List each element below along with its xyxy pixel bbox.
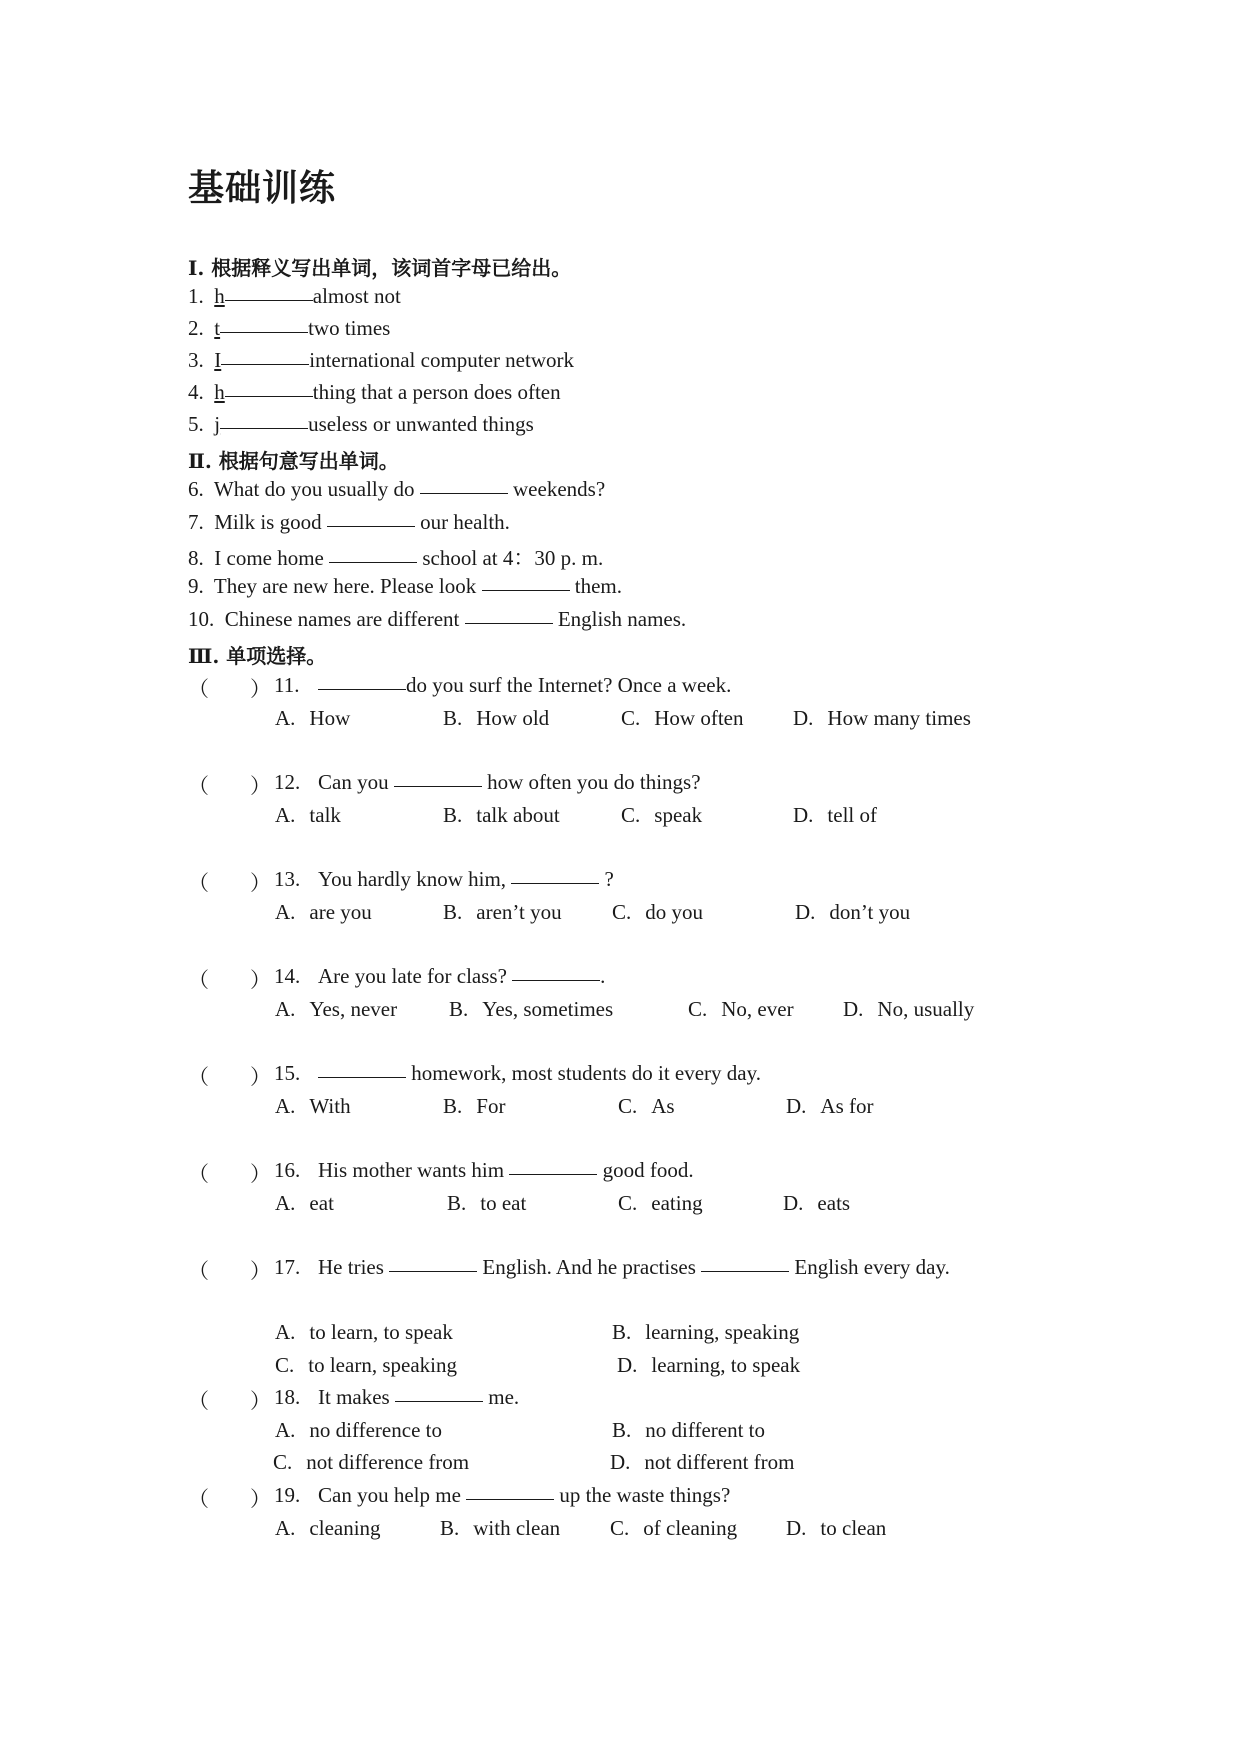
question-number: 15. (274, 1061, 301, 1085)
vocab-item (188, 348, 574, 373)
answer-blank[interactable] (225, 395, 313, 397)
option-c[interactable]: C. speak (621, 803, 703, 827)
item-number: 9. (188, 574, 204, 598)
option-c[interactable]: C. of cleaning (610, 1516, 738, 1540)
paren-left: （ (188, 774, 209, 798)
option-a[interactable]: A. to learn, to speak (275, 1320, 453, 1344)
item-number: 10. (188, 607, 215, 631)
sentence-after: school at 4：30 p. m. (422, 546, 604, 570)
vocab-item (188, 380, 561, 405)
option-a[interactable]: A. no difference to (275, 1418, 442, 1442)
vocab-item (188, 284, 401, 309)
definition: useless or unwanted things (308, 412, 534, 436)
question-text: homework, most students do it every day. (318, 1061, 761, 1086)
answer-blank[interactable] (221, 363, 309, 365)
question-text: Can you how often you do things? (318, 770, 701, 794)
paren-right: ） (250, 1389, 271, 1413)
item-number: 8. (188, 546, 204, 570)
option-c[interactable]: C. As (618, 1094, 675, 1118)
first-letter: t (214, 316, 221, 340)
paren-right: ） (250, 1065, 271, 1089)
answer-blank[interactable] (389, 1270, 477, 1272)
question-number: 13. (274, 867, 301, 891)
option-d[interactable]: D. don’t you (795, 900, 911, 924)
option-b[interactable]: B. Yes, sometimes (449, 997, 614, 1021)
option-a[interactable]: A. eat (275, 1191, 334, 1215)
paren-left: （ (188, 1487, 209, 1511)
definition: almost not (312, 284, 401, 308)
question-text: You hardly know him, ? (318, 867, 614, 891)
item-number: 2. (188, 316, 204, 340)
sentence-after: them. (574, 574, 623, 598)
option-d[interactable]: D. not different from (610, 1450, 795, 1474)
option-d[interactable]: D. learning, to speak (617, 1353, 801, 1377)
answer-blank[interactable] (509, 1173, 597, 1175)
first-letter: h (214, 284, 225, 308)
option-b[interactable]: B. learning, speaking (612, 1320, 800, 1344)
paren-right: ） (250, 871, 271, 895)
paren-right: ） (250, 1259, 271, 1283)
answer-blank[interactable] (327, 525, 415, 527)
item-number: 6. (188, 477, 204, 501)
option-c[interactable]: C. No, ever (688, 997, 794, 1021)
answer-blank[interactable] (318, 688, 406, 690)
answer-blank[interactable] (482, 589, 570, 591)
option-a[interactable]: A. cleaning (275, 1516, 381, 1540)
sentence-after: weekends? (513, 477, 606, 501)
option-a[interactable]: A. With (275, 1094, 351, 1118)
answer-blank[interactable] (420, 492, 508, 494)
section-3-heading: Ⅲ. 单项选择。 (188, 644, 327, 668)
paren-left: （ (188, 1259, 209, 1283)
question-text: Can you help me up the waste things? (318, 1483, 731, 1507)
option-d[interactable]: D. tell of (793, 803, 877, 827)
answer-blank[interactable] (466, 1498, 554, 1500)
option-a[interactable]: A. talk (275, 803, 341, 827)
option-a[interactable]: A. are you (275, 900, 372, 924)
option-c[interactable]: C. do you (612, 900, 704, 924)
paren-right: ） (250, 1487, 271, 1511)
option-b[interactable]: B. to eat (447, 1191, 527, 1215)
option-a[interactable]: A. Yes, never (275, 997, 398, 1021)
option-d[interactable]: D. How many times (793, 706, 971, 730)
sentence-before: I come home (214, 546, 324, 570)
answer-blank[interactable] (394, 785, 482, 787)
first-letter: j (214, 412, 221, 436)
sentence-after: our health. (420, 510, 510, 534)
sentence-item (188, 574, 622, 599)
option-d[interactable]: D. As for (786, 1094, 874, 1118)
paren-left: （ (188, 871, 209, 895)
option-d[interactable]: D. No, usually (843, 997, 975, 1021)
first-letter: h (214, 380, 225, 404)
paren-left: （ (188, 677, 209, 701)
definition: two times (308, 316, 391, 340)
answer-blank[interactable] (395, 1400, 483, 1402)
section-1-heading: Ⅰ. 根据释义写出单词，该词首字母已给出。 (188, 256, 572, 280)
sentence-item (188, 510, 510, 535)
paren-left: （ (188, 1065, 209, 1089)
item-number: 5. (188, 412, 204, 436)
option-d[interactable]: D. to clean (786, 1516, 887, 1540)
option-b[interactable]: B. with clean (440, 1516, 561, 1540)
question-text: Are you late for class? . (318, 964, 606, 988)
question-text: do you surf the Internet? Once a week. (318, 673, 731, 698)
question-number: 12. (274, 770, 301, 794)
vocab-item (188, 412, 534, 437)
answer-blank[interactable] (512, 979, 600, 981)
paren-left: （ (188, 968, 209, 992)
paren-right: ） (250, 774, 271, 798)
option-b[interactable]: B. talk about (443, 803, 560, 827)
item-number: 3. (188, 348, 204, 372)
option-c[interactable]: C. How often (621, 706, 744, 730)
paren-right: ） (250, 968, 271, 992)
definition: international computer network (309, 348, 574, 372)
definition: thing that a person does often (312, 380, 561, 404)
question-number: 19. (274, 1483, 301, 1507)
item-number: 1. (188, 284, 204, 308)
question-text: It makes me. (318, 1385, 520, 1409)
sentence-before: Milk is good (214, 510, 322, 534)
page-title: 基础训练 (188, 167, 337, 209)
option-c[interactable]: C. not difference from (273, 1450, 470, 1474)
item-number: 7. (188, 510, 204, 534)
sentence-after: English names. (557, 607, 687, 631)
answer-blank[interactable] (329, 561, 417, 563)
sentence-item (188, 607, 686, 632)
option-c[interactable]: C. to learn, speaking (275, 1353, 457, 1377)
question-number: 18. (274, 1385, 301, 1409)
option-b[interactable]: B. For (443, 1094, 506, 1118)
sentence-before: Chinese names are different (224, 607, 460, 631)
option-b[interactable]: B. aren’t you (443, 900, 562, 924)
answer-blank[interactable] (511, 882, 599, 884)
section-2-heading: Ⅱ. 根据句意写出单词。 (188, 449, 399, 473)
vocab-item (188, 316, 390, 341)
paren-right: ） (250, 1162, 271, 1186)
question-number: 17. (274, 1255, 301, 1279)
option-c[interactable]: C. eating (618, 1191, 703, 1215)
paren-right: ） (250, 677, 271, 701)
sentence-before: What do you usually do (213, 477, 415, 501)
first-letter: I (214, 348, 222, 372)
answer-blank[interactable] (701, 1270, 789, 1272)
question-number: 14. (274, 964, 301, 988)
option-a[interactable]: A. How (275, 706, 351, 730)
answer-blank[interactable] (220, 331, 308, 333)
sentence-item (188, 477, 605, 502)
option-b[interactable]: B. no different to (612, 1418, 766, 1442)
answer-blank[interactable] (465, 622, 553, 624)
question-number: 16. (274, 1158, 301, 1182)
question-text: He tries English. And he practises English every day. (318, 1255, 950, 1279)
item-number: 4. (188, 380, 204, 404)
answer-blank[interactable] (225, 299, 313, 301)
question-text: His mother wants him good food. (318, 1158, 694, 1182)
option-b[interactable]: B. How old (443, 706, 550, 730)
answer-blank[interactable] (318, 1076, 406, 1078)
sentence-item (188, 542, 603, 572)
paren-left: （ (188, 1162, 209, 1186)
paren-left: （ (188, 1389, 209, 1413)
answer-blank[interactable] (220, 427, 308, 429)
question-number: 11. (274, 673, 300, 697)
option-d[interactable]: D. eats (783, 1191, 851, 1215)
sentence-before: They are new here. Please look (213, 574, 477, 598)
